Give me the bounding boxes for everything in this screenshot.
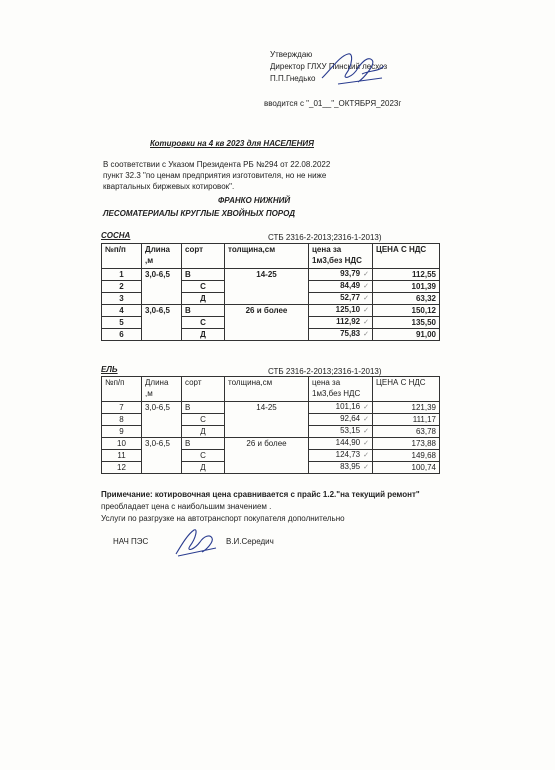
cell-grade: С — [182, 317, 225, 329]
table-row — [102, 402, 440, 414]
cell-num: 6 — [102, 329, 142, 341]
intro-line: В соответствии с Указом Президента РБ №294 от 22.08.2022 — [103, 160, 331, 169]
cell-thickness — [225, 329, 309, 341]
note-label: Примечание: — [101, 490, 153, 499]
check-mark-icon: ✓ — [363, 283, 369, 290]
cell-price-vat: 149,68 — [373, 450, 440, 462]
delivery-terms: ФРАНКО НИЖНИЙ — [218, 196, 291, 205]
price-value: 84,49 — [340, 281, 361, 290]
price-value: 124,73 — [335, 450, 361, 459]
approval-director: Директор ГЛХУ Пинский лесхоз — [270, 62, 388, 71]
cell-grade: В — [182, 402, 225, 414]
cell-length — [142, 450, 182, 462]
cell-price — [309, 281, 373, 293]
header-length: Длина ,м — [142, 377, 182, 402]
table-row — [102, 462, 440, 474]
table-row — [102, 293, 440, 305]
cell-num: 8 — [102, 414, 142, 426]
cell-num: 12 — [102, 462, 142, 474]
check-mark-icon: ✓ — [363, 452, 369, 459]
document-title: Котировки на 4 кв 2023 для НАСЕЛЕНИЯ — [150, 139, 314, 148]
cell-length: 3,0-6,5 — [142, 305, 182, 317]
cell-num: 9 — [102, 426, 142, 438]
table-row — [102, 281, 440, 293]
price-value: 93,79 — [340, 269, 361, 278]
intro-line: квартальных биржевых котировок". — [103, 182, 235, 191]
cell-thickness: 14-25 — [225, 269, 309, 281]
cell-grade: В — [182, 269, 225, 281]
cell-num: 7 — [102, 402, 142, 414]
cell-thickness — [225, 426, 309, 438]
header-price-line: 1м3,без НДС — [312, 256, 362, 265]
spruce-standard: СТБ 2316-2-2013;2316-1-2013) — [268, 367, 382, 376]
table-header-row — [102, 244, 440, 269]
cell-num: 1 — [102, 269, 142, 281]
table-row — [102, 438, 440, 450]
cell-price — [309, 317, 373, 329]
signer-signature-icon — [172, 526, 220, 560]
cell-price-vat: 173,88 — [373, 438, 440, 450]
header-length: Длина ,м — [142, 244, 182, 269]
cell-num: 3 — [102, 293, 142, 305]
header-price-line: цена за — [312, 245, 342, 254]
cell-length: 3,0-6,5 — [142, 402, 182, 414]
cell-price-vat: 100,74 — [373, 462, 440, 474]
price-value: 53,15 — [340, 426, 361, 435]
cell-thickness — [225, 281, 309, 293]
approval-title: Утверждаю — [270, 50, 313, 59]
cell-length: 3,0-6,5 — [142, 438, 182, 450]
header-grade: сорт — [182, 377, 225, 402]
cell-price — [309, 329, 373, 341]
price-value: 144,90 — [335, 438, 361, 447]
table-row — [102, 450, 440, 462]
cell-price — [309, 293, 373, 305]
check-mark-icon: ✓ — [363, 295, 369, 302]
cell-thickness: 14-25 — [225, 402, 309, 414]
cell-price — [309, 305, 373, 317]
header-price-vat: ЦЕНА С НДС — [373, 377, 440, 402]
cell-thickness: 26 и более — [225, 438, 309, 450]
intro-text — [103, 159, 330, 192]
check-mark-icon: ✓ — [363, 464, 369, 471]
header-price-line: цена за — [312, 378, 341, 387]
intro-line: пункт 32.3 "по ценам предприятия изготовителя, но не ниже — [103, 171, 327, 180]
header-thickness: толщина,см — [225, 377, 309, 402]
table-row — [102, 426, 440, 438]
price-value: 101,16 — [335, 402, 361, 411]
cell-length — [142, 414, 182, 426]
price-value: 125,10 — [335, 305, 361, 314]
cell-length — [142, 281, 182, 293]
cell-price-vat: 63,32 — [373, 293, 440, 305]
spruce-label: ЕЛЬ — [101, 365, 118, 374]
effective-date: вводится с "_01__"_ОКТЯБРЯ_2023г — [264, 99, 402, 108]
cell-grade: С — [182, 450, 225, 462]
cell-grade: С — [182, 281, 225, 293]
cell-price — [309, 438, 373, 450]
cell-price — [309, 414, 373, 426]
cell-grade: С — [182, 414, 225, 426]
approval-director-name: П.П.Гнедько — [270, 74, 316, 83]
cell-thickness — [225, 414, 309, 426]
cell-price-vat: 150,12 — [373, 305, 440, 317]
cell-length — [142, 293, 182, 305]
table-row — [102, 305, 440, 317]
price-value: 112,92 — [336, 317, 361, 326]
check-mark-icon: ✓ — [363, 331, 369, 338]
table-row — [102, 414, 440, 426]
cell-price-vat: 121,39 — [373, 402, 440, 414]
check-mark-icon: ✓ — [363, 319, 369, 326]
cell-length: 3,0-6,5 — [142, 269, 182, 281]
cell-price-vat: 101,39 — [373, 281, 440, 293]
signer-position: НАЧ ПЭС — [113, 537, 149, 546]
cell-price-vat: 91,00 — [373, 329, 440, 341]
cell-num: 10 — [102, 438, 142, 450]
cell-num: 2 — [102, 281, 142, 293]
check-mark-icon: ✓ — [363, 404, 369, 411]
table-row — [102, 317, 440, 329]
cell-thickness — [225, 293, 309, 305]
cell-length — [142, 317, 182, 329]
cell-thickness — [225, 450, 309, 462]
price-value: 52,77 — [340, 293, 361, 302]
cell-num: 11 — [102, 450, 142, 462]
pine-standard: СТБ 2316-2-2013;2316-1-2013) — [268, 233, 382, 242]
cell-grade: В — [182, 305, 225, 317]
check-mark-icon: ✓ — [363, 428, 369, 435]
cell-grade: Д — [182, 462, 225, 474]
cell-thickness — [225, 317, 309, 329]
table-header-row — [102, 377, 440, 402]
check-mark-icon: ✓ — [363, 307, 369, 314]
cell-grade: В — [182, 438, 225, 450]
section-subtitle: ЛЕСОМАТЕРИАЛЫ КРУГЛЫЕ ХВОЙНЫХ ПОРОД — [103, 209, 296, 218]
cell-num: 4 — [102, 305, 142, 317]
check-mark-icon: ✓ — [363, 271, 369, 278]
note-line-3: Услуги по разгрузке на автотранспорт покупателя дополнительно — [101, 514, 345, 523]
table-row — [102, 329, 440, 341]
header-price-vat: ЦЕНА С НДС — [373, 244, 440, 269]
cell-length — [142, 462, 182, 474]
cell-price — [309, 269, 373, 281]
price-value: 83,95 — [340, 462, 361, 471]
note-line-1 — [101, 489, 420, 501]
header-thickness: толщина,см — [225, 244, 309, 269]
cell-grade: Д — [182, 329, 225, 341]
cell-price — [309, 450, 373, 462]
cell-grade: Д — [182, 293, 225, 305]
header-num: №п/п — [102, 244, 142, 269]
note-block — [101, 489, 420, 525]
cell-price-vat: 112,55 — [373, 269, 440, 281]
price-value: 75,83 — [340, 329, 361, 338]
cell-num: 5 — [102, 317, 142, 329]
cell-price-vat: 63,78 — [373, 426, 440, 438]
cell-thickness: 26 и более — [225, 305, 309, 317]
pine-label: СОСНА — [101, 231, 131, 240]
check-mark-icon: ✓ — [363, 416, 369, 423]
header-num: №п/п — [102, 377, 142, 402]
header-price-line: 1м3,без НДС — [312, 389, 361, 398]
cell-price — [309, 462, 373, 474]
header-price — [309, 377, 373, 402]
cell-grade: Д — [182, 426, 225, 438]
cell-price — [309, 426, 373, 438]
cell-thickness — [225, 462, 309, 474]
cell-price-vat: 111,17 — [373, 414, 440, 426]
table-row — [102, 269, 440, 281]
check-mark-icon: ✓ — [363, 440, 369, 447]
header-price — [309, 244, 373, 269]
signer-name: В.И.Середич — [226, 537, 274, 546]
price-value: 92,64 — [340, 414, 361, 423]
pine-price-table — [101, 243, 440, 341]
header-grade: сорт — [182, 244, 225, 269]
spruce-price-table — [101, 376, 440, 474]
cell-price-vat: 135,50 — [373, 317, 440, 329]
cell-length — [142, 329, 182, 341]
cell-price — [309, 402, 373, 414]
note-line-2: преобладает цена с наибольшим значением . — [101, 502, 272, 511]
director-signature-icon — [318, 48, 388, 90]
cell-length — [142, 426, 182, 438]
note-text: котировочная цена сравнивается с прайс 1.2."на текущий ремонт" — [152, 490, 420, 499]
